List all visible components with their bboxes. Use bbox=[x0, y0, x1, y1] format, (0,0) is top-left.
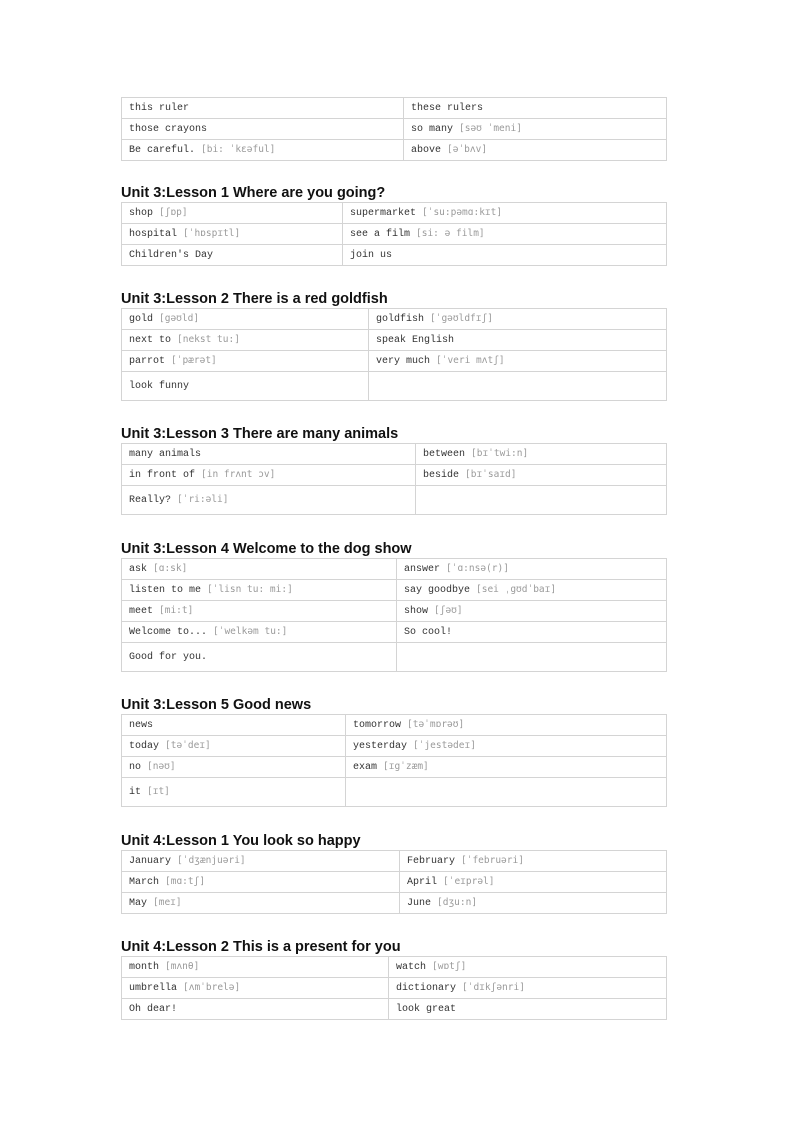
vocab-word: listen to me bbox=[129, 585, 202, 596]
vocab-word: January bbox=[129, 856, 172, 867]
vocab-word: many animals bbox=[129, 449, 202, 460]
section-heading: Unit 3:Lesson 1 Where are you going? bbox=[121, 185, 386, 201]
vocab-word: it bbox=[129, 787, 142, 798]
vocab-cell bbox=[122, 119, 404, 140]
vocab-cell bbox=[122, 999, 389, 1020]
table-row bbox=[122, 622, 667, 643]
table-row bbox=[122, 957, 667, 978]
vocab-cell bbox=[389, 957, 667, 978]
vocab-cell bbox=[122, 957, 389, 978]
vocab-cell bbox=[122, 330, 369, 351]
vocab-word: meet bbox=[129, 606, 154, 617]
vocab-section bbox=[121, 290, 667, 401]
phonetic-transcription: [səʊ ˈmeni] bbox=[459, 123, 522, 134]
vocab-cell bbox=[122, 351, 369, 372]
vocab-cell bbox=[122, 601, 397, 622]
vocab-word: show bbox=[404, 606, 429, 617]
table-row bbox=[122, 465, 667, 486]
vocab-section bbox=[121, 696, 667, 807]
vocab-cell bbox=[397, 601, 667, 622]
phonetic-transcription: [ˈwelkəm tu:] bbox=[213, 626, 288, 637]
phonetic-transcription: [ˈjestədeɪ] bbox=[413, 740, 476, 751]
vocab-word: news bbox=[129, 720, 154, 731]
phonetic-transcription: [mɑ:tʃ] bbox=[165, 876, 206, 887]
vocab-section bbox=[121, 540, 667, 672]
table-row bbox=[122, 372, 667, 401]
vocab-word: so many bbox=[411, 124, 454, 135]
phonetic-transcription: [ˈɑ:nsə(r)] bbox=[446, 563, 509, 574]
vocab-word: February bbox=[407, 856, 456, 867]
vocab-word: see a film bbox=[350, 229, 411, 240]
vocab-word: above bbox=[411, 145, 442, 156]
table-row bbox=[122, 224, 667, 245]
vocab-word: June bbox=[407, 898, 432, 909]
vocab-table bbox=[121, 558, 667, 672]
table-row bbox=[122, 98, 667, 119]
table-row bbox=[122, 245, 667, 266]
vocab-cell bbox=[369, 372, 667, 401]
table-row bbox=[122, 999, 667, 1020]
vocab-word: look funny bbox=[129, 381, 190, 392]
phonetic-transcription: [bi: ˈkɛəful] bbox=[201, 144, 276, 155]
vocab-word: those crayons bbox=[129, 124, 208, 135]
vocab-word: ask bbox=[129, 564, 148, 575]
vocab-table bbox=[121, 850, 667, 914]
vocab-table bbox=[121, 956, 667, 1020]
table-row bbox=[122, 203, 667, 224]
phonetic-transcription: [ˈdʒænjuəri] bbox=[177, 855, 246, 866]
vocab-cell bbox=[122, 872, 400, 893]
phonetic-transcription: [ˈhɒspɪtl] bbox=[183, 228, 241, 239]
section-heading: Unit 3:Lesson 3 There are many animals bbox=[121, 426, 399, 442]
vocab-word: next to bbox=[129, 335, 172, 346]
phonetic-transcription: [ɪgˈzæm] bbox=[383, 761, 429, 772]
section-heading: Unit 3:Lesson 5 Good news bbox=[121, 697, 312, 713]
vocab-word: no bbox=[129, 762, 142, 773]
phonetic-transcription: [ˈeɪprəl] bbox=[443, 876, 495, 887]
vocab-cell bbox=[346, 715, 667, 736]
vocab-cell bbox=[122, 224, 343, 245]
vocab-cell bbox=[404, 119, 667, 140]
vocab-cell bbox=[346, 757, 667, 778]
phonetic-transcription: [ɑ:sk] bbox=[153, 563, 188, 574]
vocab-cell bbox=[346, 736, 667, 757]
vocab-section bbox=[121, 938, 667, 1020]
table-row bbox=[122, 486, 667, 515]
table-row bbox=[122, 872, 667, 893]
vocab-word: between bbox=[423, 449, 466, 460]
phonetic-transcription: [mi:t] bbox=[159, 605, 194, 616]
vocab-word: Really? bbox=[129, 495, 172, 506]
phonetic-transcription: [ˈveri mʌtʃ] bbox=[436, 355, 505, 366]
vocab-cell bbox=[122, 978, 389, 999]
vocab-cell bbox=[122, 486, 416, 515]
table-row bbox=[122, 309, 667, 330]
vocab-word: say goodbye bbox=[404, 585, 471, 596]
vocab-cell bbox=[122, 757, 346, 778]
vocab-word: Children's Day bbox=[129, 250, 214, 261]
vocab-word: parrot bbox=[129, 356, 166, 367]
vocab-cell bbox=[122, 736, 346, 757]
table-row bbox=[122, 580, 667, 601]
vocab-word: yesterday bbox=[353, 741, 408, 752]
vocab-cell bbox=[416, 444, 667, 465]
vocab-cell bbox=[122, 309, 369, 330]
vocab-cell bbox=[369, 309, 667, 330]
vocab-cell bbox=[122, 643, 397, 672]
vocab-cell bbox=[404, 140, 667, 161]
vocab-table bbox=[121, 97, 667, 161]
vocab-word: this ruler bbox=[129, 103, 190, 114]
phonetic-transcription: [nəʊ] bbox=[147, 761, 176, 772]
vocab-word: beside bbox=[423, 470, 460, 481]
phonetic-transcription: [təˈdeɪ] bbox=[165, 740, 211, 751]
vocab-word: May bbox=[129, 898, 148, 909]
vocab-cell bbox=[122, 778, 346, 807]
vocab-cell bbox=[122, 580, 397, 601]
table-row bbox=[122, 736, 667, 757]
vocab-word: speak English bbox=[376, 335, 455, 346]
phonetic-transcription: [mʌnθ] bbox=[165, 961, 200, 972]
vocab-word: watch bbox=[396, 962, 427, 973]
section-heading: Unit 4:Lesson 1 You look so happy bbox=[121, 833, 361, 849]
phonetic-transcription: [ʌmˈbrelə] bbox=[183, 982, 241, 993]
vocab-cell bbox=[397, 622, 667, 643]
phonetic-transcription: [ˈri:əli] bbox=[177, 494, 229, 505]
table-row bbox=[122, 330, 667, 351]
vocab-cell bbox=[122, 851, 400, 872]
vocab-cell bbox=[122, 245, 343, 266]
phonetic-transcription: [ˈpærət] bbox=[171, 355, 217, 366]
vocab-cell bbox=[400, 893, 667, 914]
vocab-cell bbox=[416, 465, 667, 486]
vocab-word: tomorrow bbox=[353, 720, 402, 731]
table-row bbox=[122, 140, 667, 161]
vocab-word: gold bbox=[129, 314, 154, 325]
vocab-cell bbox=[369, 330, 667, 351]
vocab-cell bbox=[346, 778, 667, 807]
vocab-section bbox=[121, 184, 667, 266]
vocab-word: Good for you. bbox=[129, 652, 208, 663]
phonetic-transcription: [dʒu:n] bbox=[437, 897, 478, 908]
vocab-cell bbox=[369, 351, 667, 372]
vocab-word: Oh dear! bbox=[129, 1004, 178, 1015]
section-heading: Unit 3:Lesson 4 Welcome to the dog show bbox=[121, 541, 412, 557]
phonetic-transcription: [bɪˈsaɪd] bbox=[465, 469, 517, 480]
phonetic-transcription: [ˈsu:pəmɑ:kɪt] bbox=[422, 207, 503, 218]
phonetic-transcription: [ˈgəʊldfɪʃ] bbox=[430, 313, 493, 324]
vocab-cell bbox=[122, 622, 397, 643]
table-row bbox=[122, 978, 667, 999]
section-heading: Unit 3:Lesson 2 There is a red goldfish bbox=[121, 291, 388, 307]
vocab-word: very much bbox=[376, 356, 431, 367]
vocab-table bbox=[121, 443, 667, 515]
table-row bbox=[122, 715, 667, 736]
vocab-cell bbox=[122, 140, 404, 161]
vocab-word: goldfish bbox=[376, 314, 425, 325]
vocab-word: March bbox=[129, 877, 160, 888]
vocab-section bbox=[121, 425, 667, 515]
vocab-word: exam bbox=[353, 762, 378, 773]
table-row bbox=[122, 601, 667, 622]
phonetic-transcription: [təˈmɒrəʊ] bbox=[407, 719, 465, 730]
phonetic-transcription: [nekst tu:] bbox=[177, 334, 240, 345]
phonetic-transcription: [ɪt] bbox=[147, 786, 170, 797]
vocab-cell bbox=[343, 203, 667, 224]
vocab-word: supermarket bbox=[350, 208, 417, 219]
table-row bbox=[122, 643, 667, 672]
table-row bbox=[122, 757, 667, 778]
vocab-cell bbox=[122, 98, 404, 119]
vocab-cell bbox=[400, 872, 667, 893]
vocab-table bbox=[121, 714, 667, 807]
section-heading: Unit 4:Lesson 2 This is a present for you bbox=[121, 939, 401, 955]
vocab-word: umbrella bbox=[129, 983, 178, 994]
vocab-word: hospital bbox=[129, 229, 178, 240]
vocab-word: shop bbox=[129, 208, 154, 219]
phonetic-transcription: [ˈdɪkʃənri] bbox=[462, 982, 525, 993]
vocab-word: in front of bbox=[129, 470, 196, 481]
vocab-word: dictionary bbox=[396, 983, 457, 994]
phonetic-transcription: [əˈbʌv] bbox=[447, 144, 488, 155]
vocab-section bbox=[121, 832, 667, 914]
phonetic-transcription: [meɪ] bbox=[153, 897, 182, 908]
table-row bbox=[122, 351, 667, 372]
phonetic-transcription: [in frʌnt ɔv] bbox=[201, 469, 276, 480]
phonetic-transcription: [ʃəʊ] bbox=[434, 605, 463, 616]
phonetic-transcription: [ʃɒp] bbox=[159, 207, 188, 218]
table-row bbox=[122, 559, 667, 580]
vocab-word: Be careful. bbox=[129, 145, 196, 156]
table-row bbox=[122, 778, 667, 807]
vocab-cell bbox=[122, 372, 369, 401]
vocab-word: today bbox=[129, 741, 160, 752]
vocab-word: So cool! bbox=[404, 627, 453, 638]
vocab-word: answer bbox=[404, 564, 441, 575]
phonetic-transcription: [ˈlisn tu: mi:] bbox=[207, 584, 293, 595]
table-row bbox=[122, 444, 667, 465]
vocab-cell bbox=[122, 715, 346, 736]
vocab-word: join us bbox=[350, 250, 393, 261]
vocab-cell bbox=[122, 465, 416, 486]
vocab-cell bbox=[397, 643, 667, 672]
phonetic-transcription: [wɒtʃ] bbox=[432, 961, 467, 972]
table-row bbox=[122, 851, 667, 872]
vocab-word: month bbox=[129, 962, 160, 973]
vocab-word: these rulers bbox=[411, 103, 484, 114]
vocab-cell bbox=[400, 851, 667, 872]
phonetic-transcription: [gəʊld] bbox=[159, 313, 200, 324]
vocab-table bbox=[121, 308, 667, 401]
vocab-cell bbox=[122, 444, 416, 465]
table-row bbox=[122, 119, 667, 140]
phonetic-transcription: [bɪˈtwi:n] bbox=[471, 448, 529, 459]
phonetic-transcription: [si: ə film] bbox=[416, 228, 485, 239]
vocab-cell bbox=[122, 893, 400, 914]
vocab-cell bbox=[397, 559, 667, 580]
vocab-cell bbox=[389, 999, 667, 1020]
vocab-cell bbox=[416, 486, 667, 515]
phonetic-transcription: [ˈfebruəri] bbox=[461, 855, 524, 866]
vocab-cell bbox=[404, 98, 667, 119]
table-row bbox=[122, 893, 667, 914]
vocab-word: Welcome to... bbox=[129, 627, 208, 638]
vocab-word: April bbox=[407, 877, 438, 888]
vocab-table bbox=[121, 202, 667, 266]
vocab-cell bbox=[122, 559, 397, 580]
vocab-cell bbox=[343, 245, 667, 266]
vocab-cell bbox=[389, 978, 667, 999]
vocab-cell bbox=[343, 224, 667, 245]
vocab-cell bbox=[122, 203, 343, 224]
phonetic-transcription: [sei ˌgʊdˈbaɪ] bbox=[476, 584, 557, 595]
vocab-section bbox=[121, 97, 667, 161]
vocab-word: look great bbox=[396, 1004, 457, 1015]
vocab-cell bbox=[397, 580, 667, 601]
